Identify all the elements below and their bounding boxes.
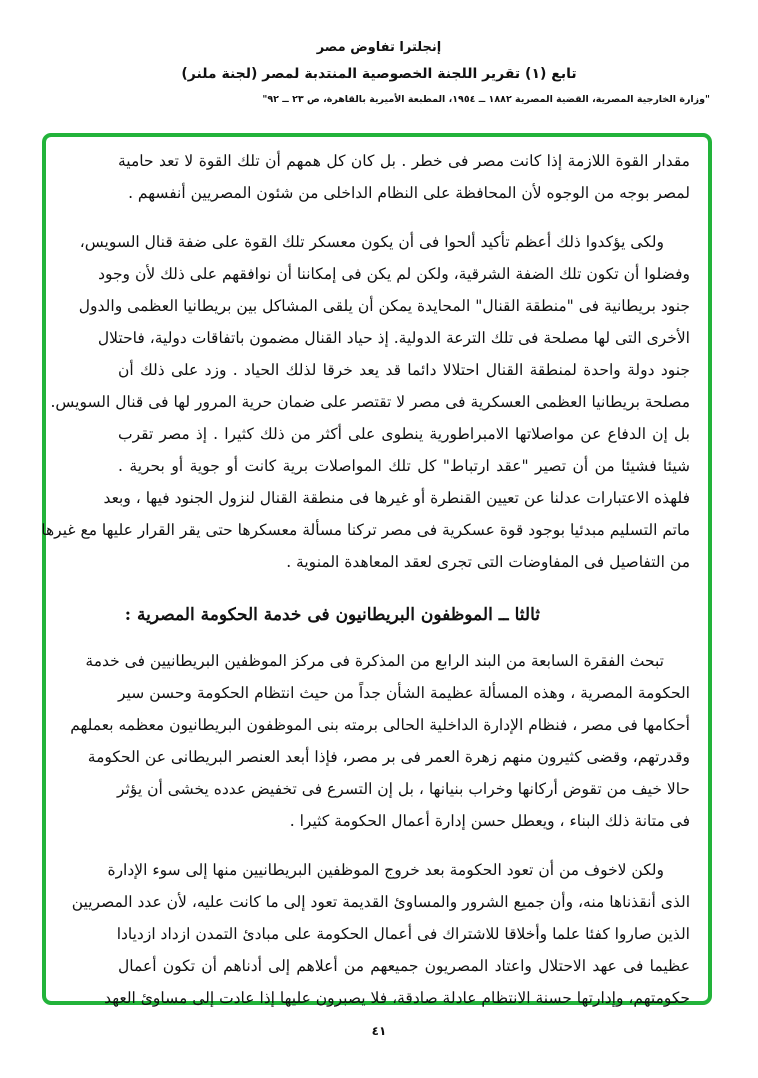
text-line: مقدار القوة اللازمة إذا كانت مصر فى خطر . بل كان كل همهم أن تلك القوة لا تعد حامية bbox=[118, 152, 690, 170]
source-citation: "وزارة الخارجية المصرية، القضية المصرية ١٨٨٢ ــ ١٩٥٤، المطبعة الأميرية بالقاهرة، ص ٢٣ ــ ٩٢" bbox=[262, 94, 710, 105]
text-line: حكومتهم، وإدارتها حسنة الانتظام عادلة صادقة، فلا يصبرون عليها إذا عادت إلى مساوئ العهد bbox=[104, 989, 690, 1007]
text-line: الأخرى التى لها مصلحة فى تلك الترعة الدولية. إذ حياد القنال مضمون باتفاقات دولية، فاحتلال bbox=[97, 329, 690, 347]
text-line: وفضلوا أن تكون تلك الضفة الشرقية، ولكن لم يكن فى إمكاننا أن نوافقهم على ذلك لأن وجود bbox=[98, 265, 690, 283]
text-line: فى متانة ذلك البناء ، ويعطل حسن إدارة أعمال الحكومة كثيرا . bbox=[289, 812, 690, 830]
text-line: بل إن الدفاع عن مواصلاتها الامبراطورية ينطوى على أكثر من ذلك كثيرا . إذ مصر تقرب bbox=[118, 425, 690, 443]
document-title: إنجلترا تفاوض مصر bbox=[316, 40, 442, 55]
text-line: جنود دولة واحدة لمنطقة القنال احتلالا دائما قد يعد خرقا لذلك الحياد . وزد على ذلك أن bbox=[118, 361, 690, 379]
text-line: تبحث الفقرة السابعة من البند الرابع من المذكرة فى مركز الموظفين البريطانيين فى خدمة bbox=[85, 652, 664, 670]
text-line: ماتم التسليم مبدئيا بوجود قوة عسكرية فى مصر تركنا مسألة معسكرها حتى يقر القرار عليها مع غيرها bbox=[41, 521, 690, 539]
text-line: وقدرتهم، وقضى كثيرون منهم زهرة العمر فى بر مصر، فإذا أبعد العنصر البريطانى عن الحكومة bbox=[87, 748, 690, 766]
text-line: ولكن لاخوف من أن تعود الحكومة بعد خروج الموظفين البريطانيين منها إلى سوء الإدارة bbox=[107, 861, 664, 879]
text-line: حالا خيف من تقوض أركانها وخراب بنيانها ، بل إن التسرع فى تخفيض عدده يخشى أن يؤثر bbox=[116, 780, 690, 798]
text-line: ولكى يؤكدوا ذلك أعظم تأكيد ألحوا فى أن يكون معسكر تلك القوة على ضفة قنال السويس، bbox=[79, 233, 664, 251]
text-line: الذين صاروا كفئا علما وأخلاقا للاشتراك فى أعمال الحكومة على مبادئ التمدن ازداد ازديادا bbox=[116, 925, 690, 943]
text-line: عظيما فى عهد الاحتلال واعتاد المصريون جميعهم من أعلاهم إلى أدناهم أن تكون أعمال bbox=[118, 957, 690, 975]
text-line: شيئا فشيئا من أن تصير "عقد ارتباط" كل تلك المواصلات برية كانت أو جوية أو بحرية . bbox=[118, 457, 690, 475]
text-line: جنود بريطانية فى "منطقة القنال" المحايدة يمكن أن يلقى المشاكل بين بريطانيا العظمى والدول bbox=[78, 297, 690, 315]
text-line: الحكومة المصرية ، وهذه المسألة عظيمة الشأن جداً من حيث انتظام الحكومة وحسن سير bbox=[118, 684, 690, 702]
page-number: ٤١ bbox=[371, 1024, 387, 1038]
text-line: من التفاصيل فى المفاوضات التى تجرى لعقد المعاهدة المنوية . bbox=[286, 553, 690, 571]
document-subtitle: تابع (١) تقرير اللجنة الخصوصية المنتدبة لمصر (لجنة ملنر) bbox=[181, 66, 577, 82]
paragraph bbox=[71, 854, 690, 1014]
text-line: فلهذه الاعتبارات عدلنا عن تعيين القنطرة أو غيرها فى منطقة القنال لنزول الجنود فيها ، وبعد bbox=[103, 489, 690, 507]
text-line: لمصر بوجه من الوجوه لأن المحافظة على النظام الداخلى من شئون المصريين أنفسهم . bbox=[128, 184, 690, 202]
document-body bbox=[41, 145, 690, 1031]
paragraph bbox=[118, 145, 690, 209]
paragraph bbox=[70, 645, 690, 837]
paragraph bbox=[41, 226, 690, 578]
text-line: مصلحة بريطانيا العظمى العسكرية فى مصر لا تقتصر على ضمان حرية المرور لها فى قنال السويس. bbox=[50, 393, 690, 411]
text-line: أحكامها فى مصر ، فنظام الإدارة الداخلية الحالى برمته بنى الموظفون البريطانيون معظمه بعملهم bbox=[70, 716, 690, 734]
text-line: الذى أنقذناها منه، وأن جميع الشرور والمساوئ القديمة تعود إلى ما كانت عليه، لأن عدد المصريين bbox=[71, 893, 690, 911]
section-heading: ثالثا ــ الموظفون البريطانيون فى خدمة الحكومة المصرية : bbox=[124, 605, 540, 625]
